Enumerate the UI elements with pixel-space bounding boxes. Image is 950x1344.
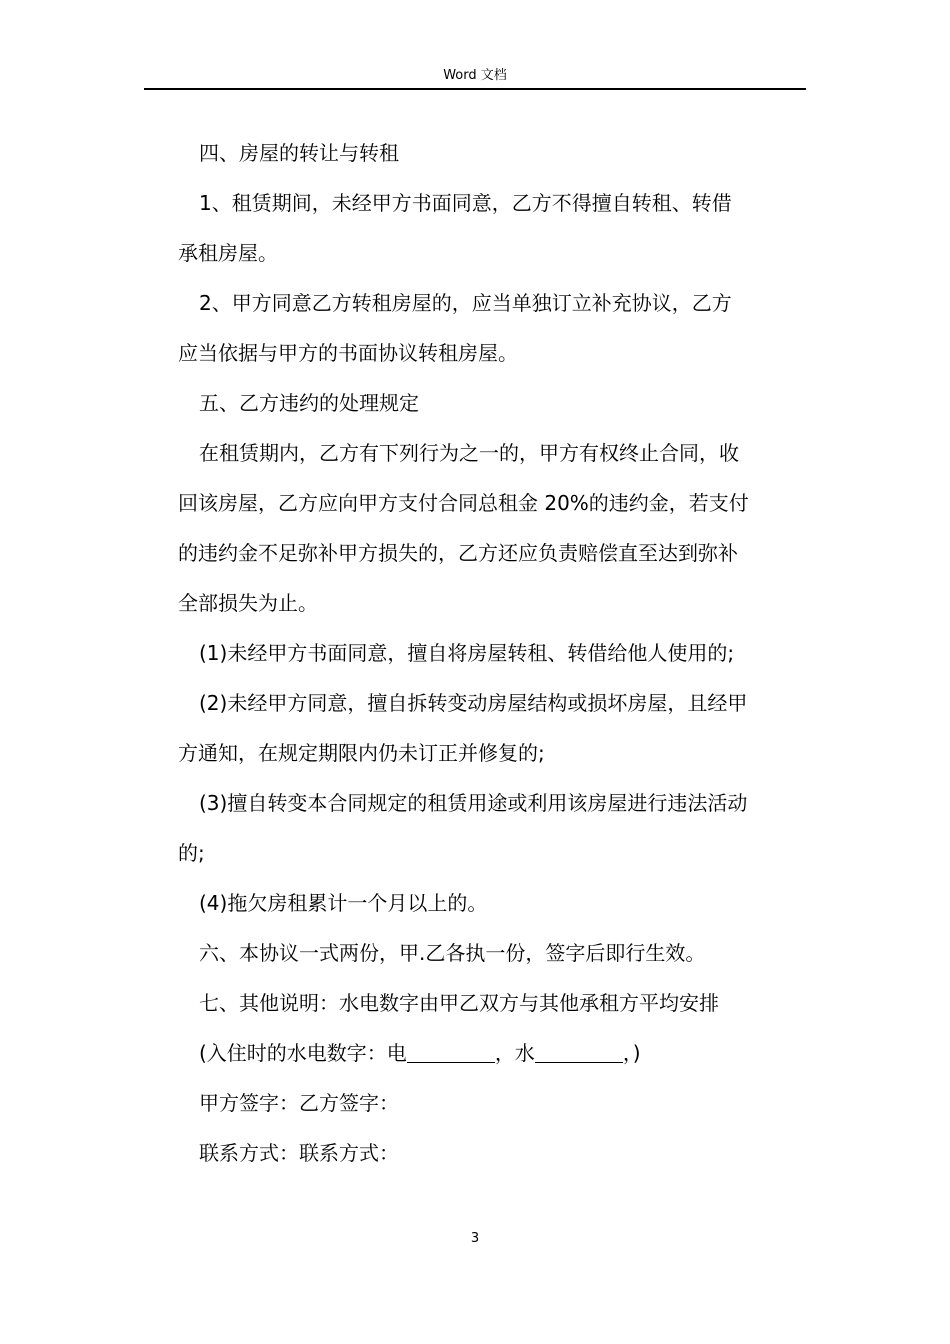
body-line-section-5-intro-line3: 的违约金不足弥补甲方损失的，乙方还应负责赔偿直至达到弥补: [178, 541, 738, 565]
body-line-item-3-line2: 的;: [178, 841, 205, 865]
body-line-section-5-intro-line1: 在租赁期内，乙方有下列行为之一的，甲方有权终止合同，收: [199, 441, 739, 465]
body-line-item-3-line1: (3)擅自转变本合同规定的租赁用途或利用该房屋进行违法活动: [199, 791, 748, 815]
meter-reading-middle: ，水: [494, 1041, 535, 1065]
body-line-item-1: (1)未经甲方书面同意，擅自将房屋转租、转借给他人使用的;: [199, 641, 735, 665]
signature-line: 甲方签字：乙方签字：: [199, 1091, 399, 1115]
meter-reading-suffix: ，): [622, 1041, 641, 1065]
body-line-clause-4-1-line1: 1、租赁期间，未经甲方书面同意，乙方不得擅自转租、转借: [199, 191, 732, 215]
body-lines: [178, 128, 810, 1028]
header-divider: [144, 88, 806, 90]
electricity-blank: [407, 1040, 495, 1063]
body-line-section-6: 六、本协议一式两份，甲.乙各执一份，签字后即行生效。: [199, 941, 706, 965]
body-line-item-2-line2: 方通知，在规定期限内仍未订正并修复的;: [178, 741, 545, 765]
body-line-section-5-heading: 五、乙方违约的处理规定: [199, 391, 419, 415]
body-line-clause-4-2-line2: 应当依据与甲方的书面协议转租房屋。: [178, 341, 518, 365]
meter-reading-prefix: (入住时的水电数字：电: [199, 1041, 407, 1065]
body-line-clause-4-1-line2: 承租房屋。: [178, 241, 278, 265]
page-number: 3: [470, 1231, 480, 1246]
document-body: [178, 128, 810, 1178]
meter-reading-line: [178, 1028, 810, 1078]
body-line-section-4-heading: 四、房屋的转让与转租: [199, 141, 399, 165]
water-blank: [535, 1040, 623, 1063]
body-line-section-5-intro-line4: 全部损失为止。: [178, 591, 318, 615]
page-header: Word 文档: [443, 68, 507, 83]
body-line-clause-4-2-line1: 2、甲方同意乙方转租房屋的，应当单独订立补充协议，乙方: [199, 291, 732, 315]
body-line-section-5-intro-line2: 回该房屋，乙方应向甲方支付合同总租金 20%的违约金，若支付: [178, 491, 749, 515]
body-line-item-2-line1: (2)未经甲方同意，擅自拆转变动房屋结构或损坏房屋，且经甲: [199, 691, 748, 715]
contact-line: 联系方式：联系方式：: [199, 1141, 399, 1165]
body-line-section-7: 七、其他说明：水电数字由甲乙双方与其他承租方平均安排: [199, 991, 719, 1015]
body-line-item-4: (4)拖欠房租累计一个月以上的。: [199, 891, 488, 915]
